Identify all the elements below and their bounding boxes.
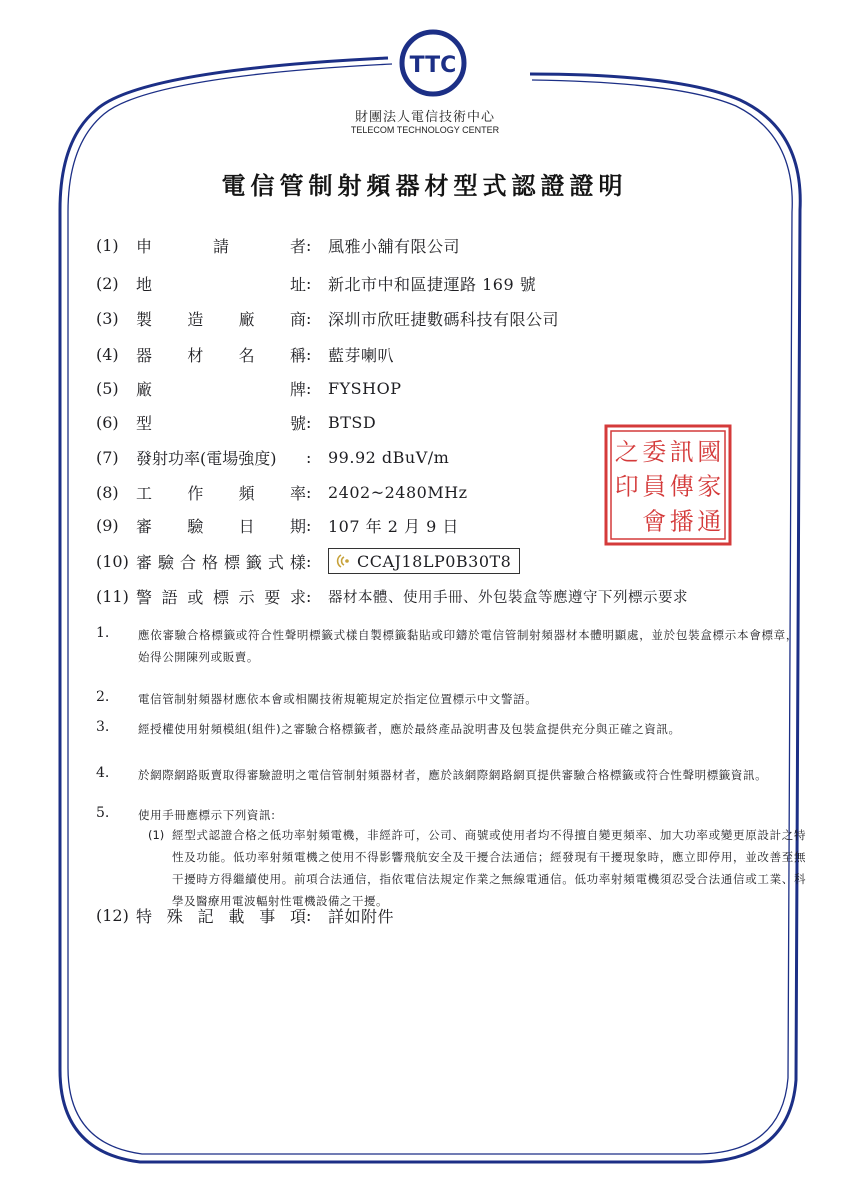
label-char: 或 <box>187 587 204 607</box>
label-char: 標 <box>223 552 240 572</box>
field-number: (6) <box>96 412 119 432</box>
label-char: 記 <box>197 906 214 926</box>
field-colon: : <box>306 308 312 328</box>
field-equipment-name <box>96 341 394 367</box>
field-colon: : <box>306 235 312 255</box>
field-label <box>136 234 306 257</box>
label-char: 請 <box>212 236 229 256</box>
field-label <box>136 514 306 537</box>
label-char: 作 <box>187 483 204 503</box>
field-label <box>136 377 306 400</box>
label-char: 求 <box>289 587 306 607</box>
label-char: 製 <box>136 309 153 329</box>
warning-number: 2. <box>96 689 110 705</box>
field-colon: : <box>306 551 312 571</box>
field-value: 詳如附件 <box>328 906 395 926</box>
field-number: (10) <box>96 551 129 571</box>
label-char: 申 <box>136 236 153 256</box>
label-char: 廠 <box>238 309 255 329</box>
field-value: 藍芽喇叭 <box>328 345 395 365</box>
label-char: 率 <box>289 483 306 503</box>
label-char: 稱 <box>289 345 306 365</box>
field-label <box>136 343 306 366</box>
field-colon: : <box>306 273 312 293</box>
label-char: 造 <box>187 309 204 329</box>
field-colon: : <box>306 515 312 535</box>
label-char: 警 <box>136 587 153 607</box>
label-char: 期 <box>289 516 306 536</box>
field-label <box>136 307 306 330</box>
label-char: 名 <box>238 345 255 365</box>
label-char: 要 <box>264 587 281 607</box>
field-colon: : <box>306 482 312 502</box>
label-char: 商 <box>289 309 306 329</box>
warning-number: 5. <box>96 805 110 821</box>
warning-number: 3. <box>96 719 110 735</box>
label-char: 項 <box>289 906 306 926</box>
field-value: 107 年 2 月 9 日 <box>328 516 459 536</box>
field-value: BTSD <box>328 412 377 432</box>
label-char: 號 <box>289 413 306 433</box>
label-char: 格 <box>201 552 218 572</box>
label-char: 者 <box>289 236 306 256</box>
subitem-text: 經型式認證合格之低功率射頻電機，非經許可，公司、商號或使用者均不得擅自變更頻率、加大功率或變更原設計之特性及功能。低功率射頻電機之使用不得影響飛航安全及干擾合法通信；經發現有干擾現象時，應立即停用，並改善至無干擾時方得繼續使用。前項合法通信，指依電信法規定作業之無線電通信。低功率射頻電機須忍受合法通信或工業、科學及醫療用電波輻射性電機設備之干擾。 <box>172 828 806 908</box>
field-number: (7) <box>96 447 119 467</box>
certification-number: CCAJ18LP0B30T8 <box>357 551 512 571</box>
label-char: 殊 <box>166 906 183 926</box>
label-char: 型 <box>136 413 153 433</box>
label-char: 載 <box>228 906 245 926</box>
warning-item <box>96 688 806 710</box>
seal-character: 之 <box>614 438 639 467</box>
seal-character: 會 <box>642 507 667 536</box>
label-char: 籤 <box>245 552 262 572</box>
field-warning-requirements <box>96 583 688 609</box>
seal-character: 通 <box>697 507 722 536</box>
field-label <box>136 411 306 434</box>
field-number: (2) <box>96 273 119 293</box>
field-colon: : <box>306 447 312 467</box>
certification-label-box <box>328 548 520 574</box>
field-value: 2402~2480MHz <box>328 482 468 502</box>
field-applicant <box>96 232 460 258</box>
frame-border-outer <box>60 58 800 1162</box>
warning-text: 應依審驗合格標籤或符合性聲明標籤式樣自製標籤黏貼或印鑄於電信管制射頻器材本體明顯處，並於包裝盒標示本會標章，始得公開陳列或販賣。 <box>138 628 798 664</box>
field-manufacturer <box>96 305 559 331</box>
field-number: (9) <box>96 515 119 535</box>
seal-character: 訊 <box>669 438 694 467</box>
field-value: 99.92 dBuV/m <box>328 447 450 467</box>
warning-text: 電信管制射頻器材應依本會或相關技術規範規定於指定位置標示中文警語。 <box>138 692 538 706</box>
field-colon: : <box>306 412 312 432</box>
seal-character: 委 <box>642 438 667 467</box>
label-char: 址 <box>289 274 306 294</box>
label-char: 頻 <box>238 483 255 503</box>
page-title: 電信管制射頻器材型式認證證明 <box>221 172 628 200</box>
field-value: 深圳市欣旺捷數碼科技有限公司 <box>328 309 560 329</box>
label-char: 示 <box>238 587 255 607</box>
label-char: 標 <box>212 587 229 607</box>
label-char: 牌 <box>289 379 306 399</box>
label-char: 語 <box>161 587 178 607</box>
official-seal-stamp <box>604 424 732 546</box>
field-colon: : <box>306 344 312 364</box>
subitem-number: (1) <box>148 828 165 842</box>
label-char: 材 <box>187 345 204 365</box>
field-number: (5) <box>96 378 119 398</box>
warning-subitem <box>148 824 806 912</box>
warning-number: 1. <box>96 625 110 641</box>
field-special-notes <box>96 902 394 928</box>
field-colon: : <box>306 378 312 398</box>
seal-character: 印 <box>614 472 639 501</box>
seal-character: 播 <box>669 507 694 536</box>
field-transmit-power <box>96 444 449 470</box>
field-certification-label <box>96 548 520 574</box>
label-char: 地 <box>136 274 153 294</box>
seal-character: 國 <box>697 438 722 467</box>
field-colon: : <box>306 905 312 925</box>
field-number: (12) <box>96 905 129 925</box>
field-model <box>96 409 376 435</box>
warning-text: 使用手冊應標示下列資訊: <box>138 808 276 822</box>
label-char: 特 <box>136 906 153 926</box>
seal-character: 家 <box>697 472 722 501</box>
org-name-cn: 財團法人電信技術中心 <box>354 110 495 125</box>
warning-item <box>96 804 806 826</box>
field-label <box>136 550 306 573</box>
field-test-date <box>96 512 459 538</box>
label-char: 審 <box>136 516 153 536</box>
field-label <box>136 904 306 927</box>
org-name-en: TELECOM TECHNOLOGY CENTER <box>350 125 500 135</box>
warning-text: 經授權使用射頻模組(組件)之審驗合格標籤者，應於最終產品說明書及包裝盒提供充分與正確之資訊。 <box>138 722 681 736</box>
label-char: 事 <box>259 906 276 926</box>
field-label <box>136 272 306 295</box>
label-char: 合 <box>179 552 196 572</box>
field-brand <box>96 375 401 401</box>
label-char: 樣 <box>289 552 306 572</box>
field-label: 發射功率(電場強度) <box>136 448 277 468</box>
seal-character: 傳 <box>669 472 694 501</box>
warning-item <box>96 764 806 786</box>
field-number: (4) <box>96 344 119 364</box>
field-colon: : <box>306 586 312 606</box>
label-char: 驗 <box>157 552 174 572</box>
warning-item <box>96 624 806 668</box>
warning-text: 於網際網路販賣取得審驗證明之電信管制射頻器材者，應於該網際網路網頁提供審驗合格標籤或符合性聲明標籤資訊。 <box>138 768 768 782</box>
field-value: 新北市中和區捷運路 169 號 <box>328 274 537 294</box>
field-value: 器材本體、使用手冊、外包裝盒等應遵守下列標示要求 <box>328 589 688 606</box>
warning-number: 4. <box>96 765 110 781</box>
frame-border-inner <box>68 64 792 1154</box>
field-address <box>96 270 536 296</box>
field-label <box>136 585 306 608</box>
label-char: 廠 <box>136 379 153 399</box>
ttc-logo <box>398 28 468 98</box>
field-number: (3) <box>96 308 119 328</box>
field-number: (8) <box>96 482 119 502</box>
label-char: 工 <box>136 483 153 503</box>
field-number: (11) <box>96 586 129 606</box>
warning-item <box>96 718 806 740</box>
field-operating-frequency <box>96 479 468 505</box>
label-char: 審 <box>136 552 153 572</box>
ncc-mark-icon <box>333 552 351 570</box>
field-value: 風雅小舖有限公司 <box>328 236 461 256</box>
seal-character: 員 <box>642 472 667 501</box>
label-char: 日 <box>238 516 255 536</box>
field-value: FYSHOP <box>328 378 402 398</box>
logo-text: TTC <box>409 53 457 78</box>
field-number: (1) <box>96 235 119 255</box>
label-char: 驗 <box>187 516 204 536</box>
label-char: 器 <box>136 345 153 365</box>
field-label <box>136 481 306 504</box>
label-char: 式 <box>267 552 284 572</box>
